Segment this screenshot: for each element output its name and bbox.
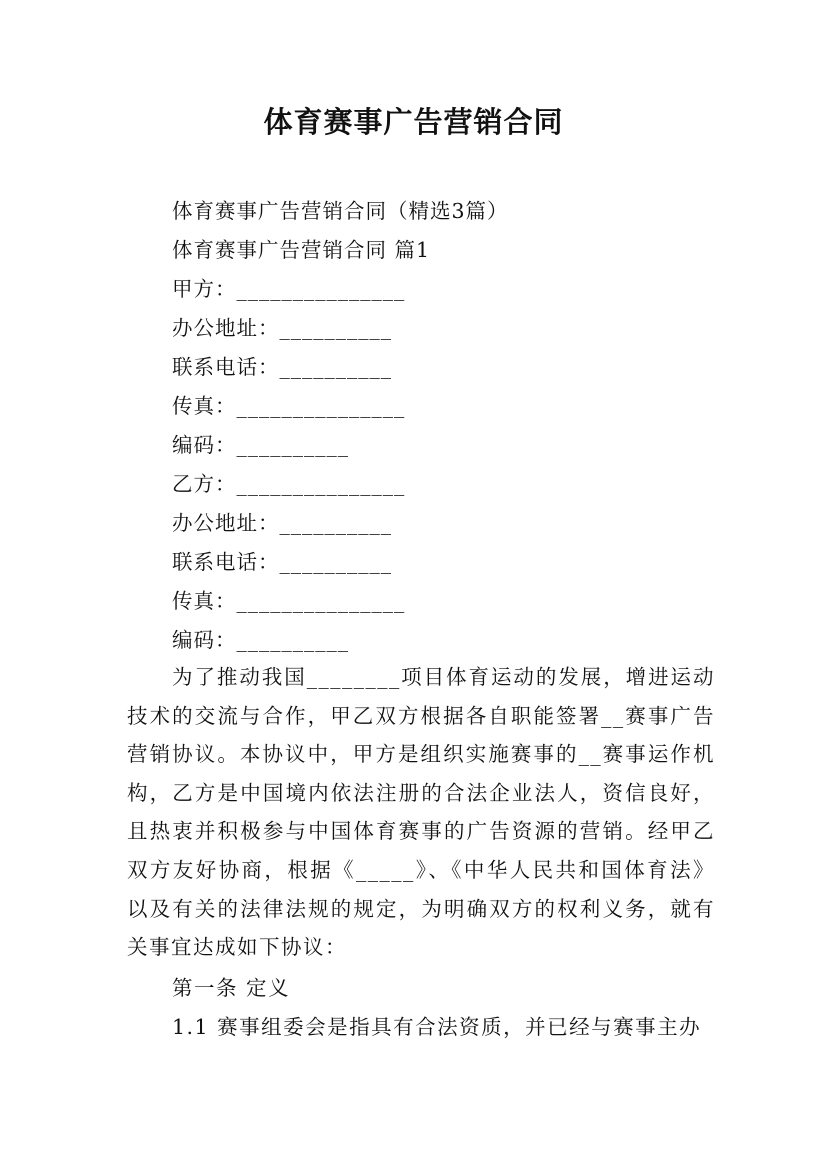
intro-paragraph: 为了推动我国________项目体育运动的发展，增进运动技术的交流与合作，甲乙双方根据各自职能签署__赛事广告营销协议。本协议中，甲方是组织实施赛事的__赛事运作机构，乙方是中国境内依法注册的合法企业法人，资信良好，且热衷并积极参与中国体育赛事的广告资源的营销。经甲乙双方友好协商，根据《_____》、《中华人民共和国体育法》以及有关的法律法规的规定，为明确双方的权利义务，就有关事宜达成如下协议： bbox=[127, 665, 715, 960]
party-b-phone-line: 联系电话：__________ bbox=[172, 550, 392, 574]
party-b-address-line: 办公地址：__________ bbox=[172, 511, 392, 535]
party-a-fax-line: 传真：_______________ bbox=[172, 394, 406, 418]
chapter-heading: 体育赛事广告营销合同 篇1 bbox=[172, 238, 431, 262]
party-b-fax-line: 传真：_______________ bbox=[172, 589, 406, 613]
document-subtitle: 体育赛事广告营销合同（精选3篇） bbox=[172, 199, 509, 223]
clause-1-1: 1.1 赛事组委会是指具有合法资质，并已经与赛事主办 bbox=[172, 1015, 702, 1039]
party-a-code-line: 编码：__________ bbox=[172, 433, 349, 457]
document-title: 体育赛事广告营销合同 bbox=[263, 105, 564, 139]
party-a-address-line: 办公地址：__________ bbox=[172, 316, 392, 340]
party-a-name-line: 甲方：_______________ bbox=[172, 277, 406, 301]
article-1-heading: 第一条 定义 bbox=[172, 976, 291, 1000]
party-b-name-line: 乙方：_______________ bbox=[172, 472, 406, 496]
party-a-phone-line: 联系电话：__________ bbox=[172, 355, 392, 379]
party-b-code-line: 编码：__________ bbox=[172, 628, 349, 652]
